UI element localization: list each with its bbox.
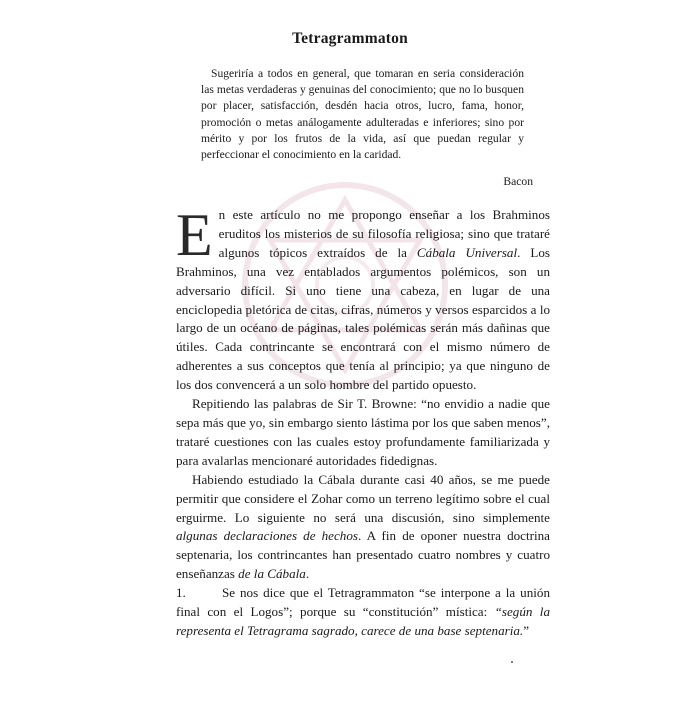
paragraph-3-text-a: Habiendo estudiado la Cábala durante casi 40 años, se me puede permitir que considere el Zohar como un terreno legítimo sobre el cual erguirme. Lo siguiente no será una discusión, sino simplemente xyxy=(176,471,550,525)
paragraph-1-emphasis: Cábala Universal xyxy=(416,244,518,260)
article-body xyxy=(176,202,551,641)
paragraph-3-emphasis-a: algunas declaraciones de hechos xyxy=(176,528,358,544)
paragraph-1 xyxy=(176,202,551,395)
stray-mark xyxy=(511,661,513,663)
item-number: 1. xyxy=(176,585,186,601)
item-1-text-b: ” xyxy=(523,622,529,638)
epigraph-text: Sugeriría a todos en general, que tomaran en seria consideración las metas verdaderas y genuinas del conocimiento; que no lo busquen por placer, satisfacción, desdén hacia otros, lucro, fama, honor, promoción o metas análogamente adulteradas e inferiores; sino por mérito y por los frutos de la vida, así que puedan regular y perfeccionar el conocimiento en la caridad. xyxy=(201,67,524,162)
item-1-quote: “según la representa el Tetragrama sagrado, carece de una base septenaria. xyxy=(176,604,550,638)
drop-cap: E xyxy=(176,202,213,268)
item-1-text-a: Se nos dice que el Tetragrammaton “se interpone a la unión final con el Logos”; porque su “constitución” mística: xyxy=(176,585,550,620)
epigraph-attribution: Bacon xyxy=(503,175,533,188)
epigraph xyxy=(201,66,524,163)
paragraph-1-text-a: n este artículo no me propongo enseñar a los Brahminos eruditos los misterios de su filosofía religiosa; sino que trataré algunos tópicos extraídos de la xyxy=(218,207,550,260)
paragraph-3 xyxy=(176,471,550,584)
paragraph-3-text-b: . A fin de oponer nuestra doctrina septenaria, los contrincantes han presentado cuatro nombres y cuatro enseñanzas xyxy=(176,528,550,582)
paragraph-2: Repitiendo las palabras de Sir T. Browne: “no envidio a nadie que sepa más que yo, sin embargo siento lástima por los que saben menos”, trataré cuestiones con las cuales estoy profundamente familiarizada y para avalarlas mencionaré autoridades fidedignas. xyxy=(176,396,550,468)
page-title: Tetragrammaton xyxy=(292,30,408,47)
paragraph-3-emphasis-b: de la Cábala xyxy=(238,566,306,582)
paragraph-1-text-b: . Los Brahminos, una vez entablados argumentos polémicos, son un adversario difícil. Si uno tiene una cabeza, en lugar de una enciclopedia pletórica de citas, cifras, números y versos esparcidos a lo largo de un océano de páginas, tales polémicas serán más dañinas que útiles. Cada contrincante se encontrará con el mismo número de adherentes a sus conceptos que tenía al principio; ya que ninguno de los dos convencerá a un solo hombre del partido opuesto. xyxy=(176,244,551,393)
paragraph-3-text-c: . xyxy=(305,566,310,582)
numbered-item-1 xyxy=(176,584,550,641)
